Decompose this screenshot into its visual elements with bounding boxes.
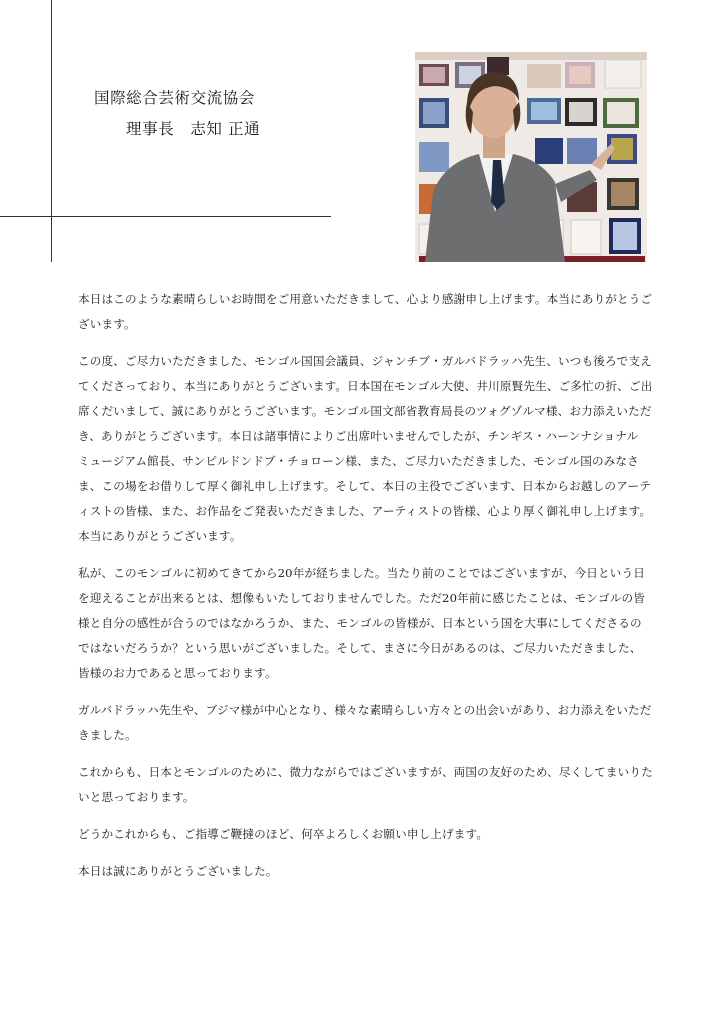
paragraph-1: 本日はこのような素晴らしいお時間をご用意いただきまして、心より感謝申し上げます。本当にありがとうございます。	[78, 292, 653, 331]
horizontal-divider-line	[0, 216, 331, 217]
paragraph-7: 本日は誠にありがとうございました。	[78, 864, 278, 878]
author-line	[126, 117, 260, 139]
portrait-photo	[415, 52, 647, 262]
paragraph-6: どうかこれからも、ご指導ご鞭撻のほど、何卒よろしくお願い申し上げます。	[78, 827, 489, 841]
paragraph-5: これからも、日本とモンゴルのために、微力ながらではございますが、両国の友好のため、尽くしてまいりたいと思っております。	[78, 765, 653, 804]
paragraph-2: この度、ご尽力いただきました、モンゴル国国会議員、ジャンチブ・ガルバドラッハ先生、いつも後ろで支えてくださっており、本当にありがとうございます。日本国在モンゴル大使、井川原賢先生、ご多忙の折、ご出席くだいまして、誠にありがとうございます。モンゴル国文部省教育局長のツォグゾルマ様、お力添えいただき、ありがとうございます。本日は諸事情によりご出席叶いませんでしたが、チンギス・ハーンナショナル ミュージアム館長、サンピルドンドブ・チョローン様、また、ご尽力いただきました、モンゴル国のみなさま、この場をお借りして厚く御礼申し上げます。そして、本日の主役でございます、日本からお越しのアーティストの皆様、また、お作品をご発表いただきました、アーティストの皆様、心より厚く御礼申し上げます。本当にありがとうございます。	[78, 354, 653, 543]
paragraph-4: ガルバドラッハ先生や、ブジマ様が中心となり、様々な素晴らしい方々との出会いがあり、お力添えをいただきました。	[78, 703, 652, 742]
paragraph-3: 私が、このモンゴルに初めてきてから20年が経ちました。当たり前のことではございますが、今日という日を迎えることが出来るとは、想像もいたしておりませんでした。ただ20年前に感じたことは、モンゴルの皆様と自分の感性が合うのではなかろうか、また、モンゴルの皆様が、日本という国を大事にしてくださるのではないだろうか？という思いがございました。そして、まさに今日があるのは、ご尽力いただきました、皆様のお力であると思っております。	[78, 566, 646, 680]
author-name: 志知 正通	[190, 120, 261, 138]
letter-body	[78, 287, 653, 896]
author-title: 理事長	[126, 120, 175, 138]
vertical-divider-line	[51, 0, 52, 262]
organization-name: 国際総合芸術交流協会	[94, 89, 256, 107]
